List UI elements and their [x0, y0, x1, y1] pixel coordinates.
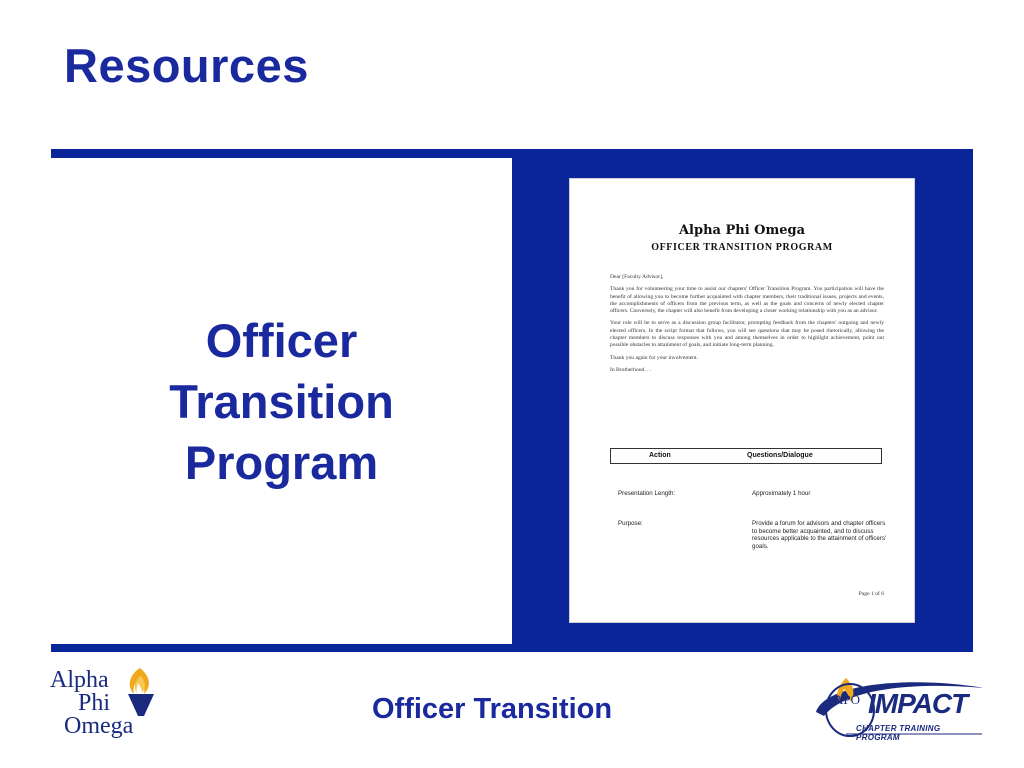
logo-word: Phi: [78, 690, 111, 716]
row-label: Presentation Length:: [618, 490, 676, 497]
logo-word: Alpha: [50, 667, 109, 693]
document-preview: [570, 179, 914, 622]
document-program-title: OFFICER TRANSITION PROGRAM: [651, 242, 833, 253]
document-paragraph: Your role will be to serve as a discussion group facilitator, prompting feedback from the chapters' outgoing and newly elected officers. In the script format that follows, you will see questions that may be posed rhetorically, allowing the chapter members to discuss responses with you and among themselves in order to highlight achievement, point out possible obstacles to attainment of goals, and initiate long-term planning.: [610, 320, 884, 349]
impact-name: IMPACT: [868, 688, 968, 719]
slide-title: Resources: [64, 39, 309, 92]
subtitle-line: Transition: [169, 375, 394, 428]
row-value: Approximately 1 hour: [752, 490, 811, 497]
impact-badge: APO: [834, 692, 861, 707]
impact-logo: [806, 672, 982, 748]
row-label: Purpose:: [618, 520, 643, 527]
document-paragraph: Thank you for volunteering your time to assist our chapters' Officer Transition Program. You participation will have the benefit of allowing you to become further acquainted with chapter members, their traditional issues, projects and events, the accomplishments of officers from the previous term, as well as the goals and concerns of newly elected chapter officers. Conversely, the chapter will also benefit from developing a closer working relationship with you as an advisor.: [610, 286, 884, 315]
torch-icon: [120, 664, 160, 724]
alpha-phi-omega-logo: [48, 664, 166, 744]
document-table-header: [610, 448, 882, 464]
document-salutation: Dear [Faculty Advisor],: [610, 274, 664, 280]
document-org-name: Alpha Phi Omega: [678, 223, 806, 238]
slide-subtitle: [51, 310, 512, 493]
footer-title: Officer Transition: [372, 693, 613, 725]
logo-word: Omega: [64, 713, 134, 739]
subtitle-line: Officer: [205, 314, 358, 367]
subtitle-line: Program: [184, 436, 379, 489]
document-closing: In Brotherhood. . .: [610, 366, 652, 373]
document-page-number: Page 1 of 6: [858, 591, 884, 597]
row-value: Provide a forum for advisors and chapter officers to become better acquainted, and to discuss resources applicable to the attainment of officers' goals.: [752, 520, 887, 550]
document-thanks: Thank you again for your involvement.: [610, 354, 698, 361]
document-body: [610, 274, 884, 379]
table-header-action: Action: [649, 452, 671, 459]
impact-subtitle: CHAPTER TRAINING PROGRAM: [856, 724, 941, 742]
table-header-questions: Questions/Dialogue: [747, 452, 813, 459]
